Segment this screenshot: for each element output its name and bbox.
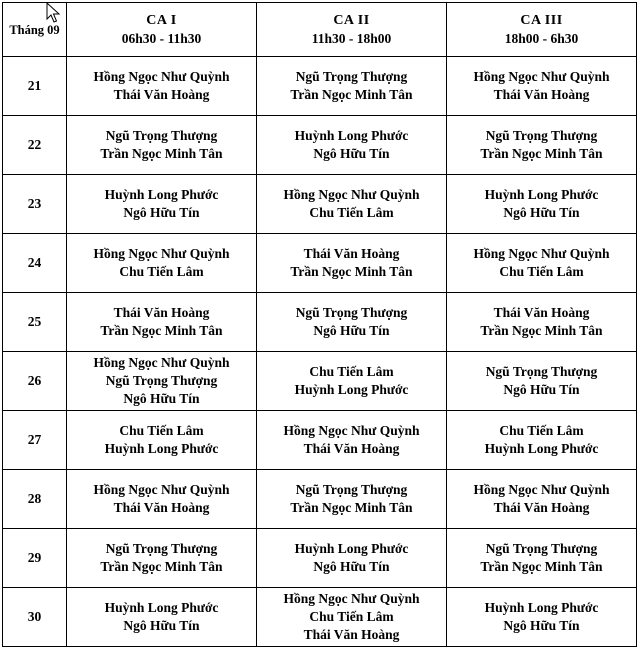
staff-name: Huỳnh Long Phước (294, 541, 409, 556)
day-cell: 25 (3, 293, 67, 352)
staff-name: Ngũ Trọng Thượng (105, 128, 218, 143)
staff-name: Huỳnh Long Phước (484, 600, 599, 615)
day-cell: 27 (3, 411, 67, 470)
staff-name: Hồng Ngọc Như Quỳnh (473, 482, 610, 497)
staff-name: Hồng Ngọc Như Quỳnh (283, 423, 420, 438)
shift-cell-3 (447, 293, 637, 352)
shift-cell-1 (67, 352, 257, 411)
staff-name: Ngô Hữu Tín (503, 618, 580, 633)
staff-name: Ngô Hữu Tín (313, 323, 390, 338)
staff-name: Thái Văn Hoàng (113, 87, 210, 102)
table-row (3, 293, 637, 352)
shift-cell-1 (67, 529, 257, 588)
staff-name: Hồng Ngọc Như Quỳnh (473, 69, 610, 84)
shift-cell-2 (257, 57, 447, 116)
staff-name: Chu Tiến Lâm (119, 423, 204, 438)
staff-name: Chu Tiến Lâm (499, 423, 584, 438)
header-row (3, 3, 637, 57)
mouse-pointer-icon (46, 2, 62, 24)
staff-name: Thái Văn Hoàng (493, 87, 590, 102)
staff-name: Hồng Ngọc Như Quỳnh (93, 482, 230, 497)
staff-name: Ngũ Trọng Thượng (485, 541, 598, 556)
staff-name: Hồng Ngọc Như Quỳnh (93, 246, 230, 261)
staff-name: Chu Tiến Lâm (309, 364, 394, 379)
staff-name: Huỳnh Long Phước (294, 128, 409, 143)
shift-time: 18h00 - 6h30 (504, 30, 579, 46)
staff-name: Ngũ Trọng Thượng (105, 373, 218, 388)
shift-cell-1 (67, 470, 257, 529)
staff-name: Thái Văn Hoàng (113, 500, 210, 515)
day-cell: 22 (3, 116, 67, 175)
table-row (3, 57, 637, 116)
shift-cell-1 (67, 116, 257, 175)
staff-name: Thái Văn Hoàng (493, 305, 590, 320)
shift-cell-2 (257, 470, 447, 529)
shift-cell-2 (257, 116, 447, 175)
shift-header-3 (447, 3, 637, 57)
shift-cell-2 (257, 352, 447, 411)
day-cell: 29 (3, 529, 67, 588)
staff-name: Chu Tiến Lâm (309, 205, 394, 220)
staff-name: Trần Ngọc Minh Tân (480, 146, 603, 161)
shift-name: CA III (520, 12, 563, 28)
staff-name: Ngũ Trọng Thượng (295, 69, 408, 84)
staff-name: Trần Ngọc Minh Tân (100, 146, 223, 161)
shift-cell-1 (67, 588, 257, 647)
staff-name: Hồng Ngọc Như Quỳnh (93, 355, 230, 370)
shift-time: 11h30 - 18h00 (311, 30, 392, 46)
shift-cell-3 (447, 352, 637, 411)
shift-cell-3 (447, 57, 637, 116)
shift-cell-1 (67, 234, 257, 293)
day-cell: 26 (3, 352, 67, 411)
staff-name: Ngô Hữu Tín (313, 146, 390, 161)
table-row (3, 529, 637, 588)
shift-cell-1 (67, 175, 257, 234)
staff-name: Ngô Hữu Tín (503, 205, 580, 220)
shift-name: CA II (333, 12, 370, 28)
shift-cell-3 (447, 234, 637, 293)
shift-time: 06h30 - 11h30 (121, 30, 202, 46)
shift-header-1 (67, 3, 257, 57)
staff-name: Ngũ Trọng Thượng (295, 482, 408, 497)
month-header: Tháng 09 (3, 3, 67, 57)
staff-name: Huỳnh Long Phước (294, 382, 409, 397)
staff-name: Ngũ Trọng Thượng (295, 305, 408, 320)
staff-name: Ngô Hữu Tín (123, 205, 200, 220)
shift-cell-1 (67, 57, 257, 116)
shift-cell-3 (447, 588, 637, 647)
staff-name: Trần Ngọc Minh Tân (100, 559, 223, 574)
staff-name: Chu Tiến Lâm (499, 264, 584, 279)
shift-cell-1 (67, 293, 257, 352)
day-cell: 23 (3, 175, 67, 234)
staff-name: Ngô Hữu Tín (313, 559, 390, 574)
table-row (3, 175, 637, 234)
staff-name: Ngô Hữu Tín (503, 382, 580, 397)
roster-body (3, 57, 637, 647)
staff-name: Thái Văn Hoàng (303, 246, 400, 261)
staff-name: Thái Văn Hoàng (303, 627, 400, 642)
staff-name: Trần Ngọc Minh Tân (290, 500, 413, 515)
shift-cell-3 (447, 116, 637, 175)
shift-cell-3 (447, 175, 637, 234)
shift-cell-3 (447, 411, 637, 470)
table-row (3, 588, 637, 647)
shift-cell-3 (447, 470, 637, 529)
staff-name: Hồng Ngọc Như Quỳnh (473, 246, 610, 261)
day-cell: 21 (3, 57, 67, 116)
staff-name: Hồng Ngọc Như Quỳnh (283, 591, 420, 606)
staff-name: Ngô Hữu Tín (123, 618, 200, 633)
staff-name: Trần Ngọc Minh Tân (100, 323, 223, 338)
staff-name: Thái Văn Hoàng (303, 441, 400, 456)
staff-name: Huỳnh Long Phước (104, 600, 219, 615)
day-cell: 24 (3, 234, 67, 293)
staff-name: Ngũ Trọng Thượng (105, 541, 218, 556)
staff-name: Chu Tiến Lâm (119, 264, 204, 279)
staff-name: Chu Tiến Lâm (309, 609, 394, 624)
staff-name: Huỳnh Long Phước (104, 441, 219, 456)
shift-cell-2 (257, 411, 447, 470)
duty-roster-table (2, 2, 637, 647)
shift-cell-2 (257, 293, 447, 352)
staff-name: Trần Ngọc Minh Tân (480, 559, 603, 574)
staff-name: Trần Ngọc Minh Tân (480, 323, 603, 338)
table-row (3, 470, 637, 529)
shift-cell-3 (447, 529, 637, 588)
staff-name: Huỳnh Long Phước (104, 187, 219, 202)
staff-name: Ngô Hữu Tín (123, 391, 200, 406)
day-cell: 28 (3, 470, 67, 529)
staff-name: Thái Văn Hoàng (493, 500, 590, 515)
staff-name: Trần Ngọc Minh Tân (290, 264, 413, 279)
staff-name: Thái Văn Hoàng (113, 305, 210, 320)
shift-header-2 (257, 3, 447, 57)
table-row (3, 411, 637, 470)
shift-cell-2 (257, 175, 447, 234)
shift-cell-2 (257, 529, 447, 588)
table-row (3, 352, 637, 411)
shift-cell-2 (257, 588, 447, 647)
shift-name: CA I (146, 12, 177, 28)
shift-cell-1 (67, 411, 257, 470)
staff-name: Hồng Ngọc Như Quỳnh (93, 69, 230, 84)
table-row (3, 234, 637, 293)
staff-name: Huỳnh Long Phước (484, 441, 599, 456)
staff-name: Hồng Ngọc Như Quỳnh (283, 187, 420, 202)
staff-name: Ngũ Trọng Thượng (485, 364, 598, 379)
shift-cell-2 (257, 234, 447, 293)
staff-name: Huỳnh Long Phước (484, 187, 599, 202)
staff-name: Ngũ Trọng Thượng (485, 128, 598, 143)
table-row (3, 116, 637, 175)
staff-name: Trần Ngọc Minh Tân (290, 87, 413, 102)
day-cell: 30 (3, 588, 67, 647)
